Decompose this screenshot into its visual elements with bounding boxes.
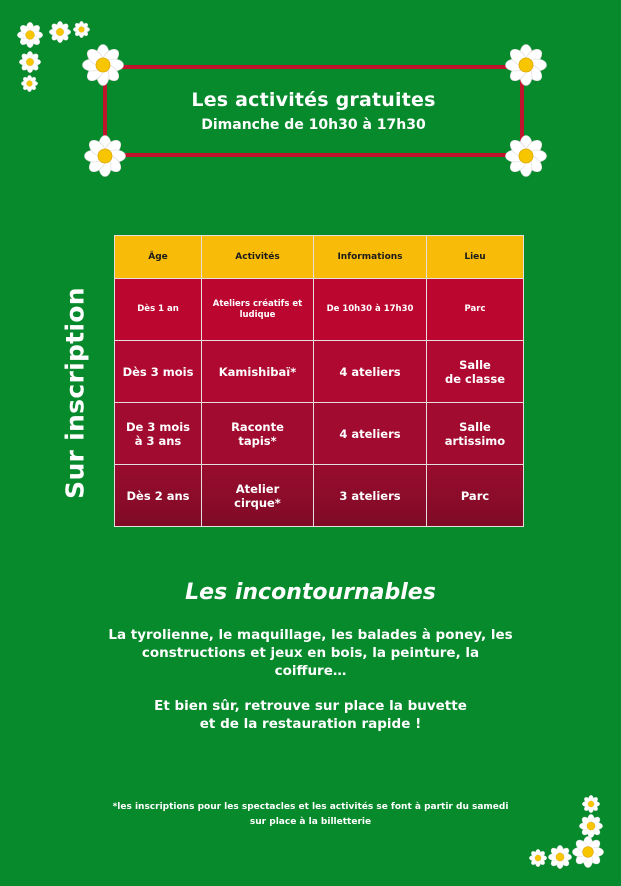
table-cell xyxy=(202,279,314,341)
activities-table xyxy=(114,235,524,527)
column-header: Lieu xyxy=(427,236,524,279)
table-cell xyxy=(427,279,524,341)
column-header: Informations xyxy=(314,236,427,279)
table-row xyxy=(115,403,524,465)
daisy-flower-icon xyxy=(49,21,71,43)
cell-text: 4 ateliers xyxy=(339,364,401,379)
daisy-flower-icon xyxy=(572,836,604,868)
table-cell xyxy=(115,403,202,465)
cell-text: Salle de classe xyxy=(444,357,506,386)
table-cell xyxy=(314,279,427,341)
cell-text: Kamishibaï* xyxy=(218,364,297,379)
footnote: *les inscriptions pour les spectacles et les activités se font à partir du samedi sur place à la billetterie xyxy=(112,802,509,827)
table-header-row xyxy=(115,236,524,279)
daisy-flower-icon xyxy=(529,849,547,867)
daisy-flower-icon xyxy=(505,44,547,86)
cell-text: 3 ateliers xyxy=(339,488,401,503)
daisy-flower-icon xyxy=(73,21,90,38)
daisy-flower-icon xyxy=(579,814,603,838)
table-cell xyxy=(115,341,202,403)
highlights-list: La tyrolienne, le maquillage, les balades à poney, les constructions et jeux en bois, la peinture, la coiffure… xyxy=(108,627,513,679)
cell-text: Parc xyxy=(464,304,486,314)
table-cell xyxy=(202,341,314,403)
daisy-flower-icon xyxy=(82,44,124,86)
table-cell xyxy=(202,403,314,465)
table-cell xyxy=(427,465,524,527)
cell-text: De 10h30 à 17h30 xyxy=(326,304,414,314)
table-cell xyxy=(115,465,202,527)
buvette-text: Et bien sûr, retrouve sur place la buvette et de la restauration rapide ! xyxy=(154,698,467,732)
table-row xyxy=(115,465,524,527)
cell-text: 4 ateliers xyxy=(339,426,401,441)
daisy-flower-icon xyxy=(582,795,600,813)
table-cell xyxy=(202,465,314,527)
daisy-flower-icon xyxy=(84,135,126,177)
table-cell xyxy=(115,279,202,341)
cell-text: Ateliers créatifs et ludique xyxy=(212,298,303,320)
table-cell xyxy=(314,403,427,465)
cell-text: Dès 3 mois xyxy=(122,364,194,379)
daisy-flower-icon xyxy=(17,22,43,48)
highlights-title: Les incontournables xyxy=(185,580,436,605)
header-frame xyxy=(103,65,524,157)
side-label: Sur inscription xyxy=(60,287,90,499)
cell-text: Parc xyxy=(460,488,490,503)
table-cell xyxy=(314,465,427,527)
table-cell xyxy=(427,403,524,465)
table-row xyxy=(115,341,524,403)
page-subtitle: Dimanche de 10h30 à 17h30 xyxy=(201,117,426,133)
table-cell xyxy=(314,341,427,403)
daisy-flower-icon xyxy=(548,845,572,869)
daisy-flower-icon xyxy=(505,135,547,177)
daisy-flower-icon xyxy=(19,51,41,73)
table-row xyxy=(115,279,524,341)
table-cell xyxy=(427,341,524,403)
cell-text: De 3 mois à 3 ans xyxy=(125,419,191,448)
cell-text: Raconte tapis* xyxy=(231,419,284,448)
page-title: Les activités gratuites xyxy=(191,89,436,111)
daisy-flower-icon xyxy=(21,75,38,92)
cell-text: Dès 1 an xyxy=(137,304,179,314)
cell-text: Salle artissimo xyxy=(444,419,506,448)
column-header: Activités xyxy=(202,236,314,279)
column-header: Âge xyxy=(115,236,202,279)
cell-text: Dès 2 ans xyxy=(126,488,190,503)
cell-text: Atelier cirque* xyxy=(234,481,281,510)
